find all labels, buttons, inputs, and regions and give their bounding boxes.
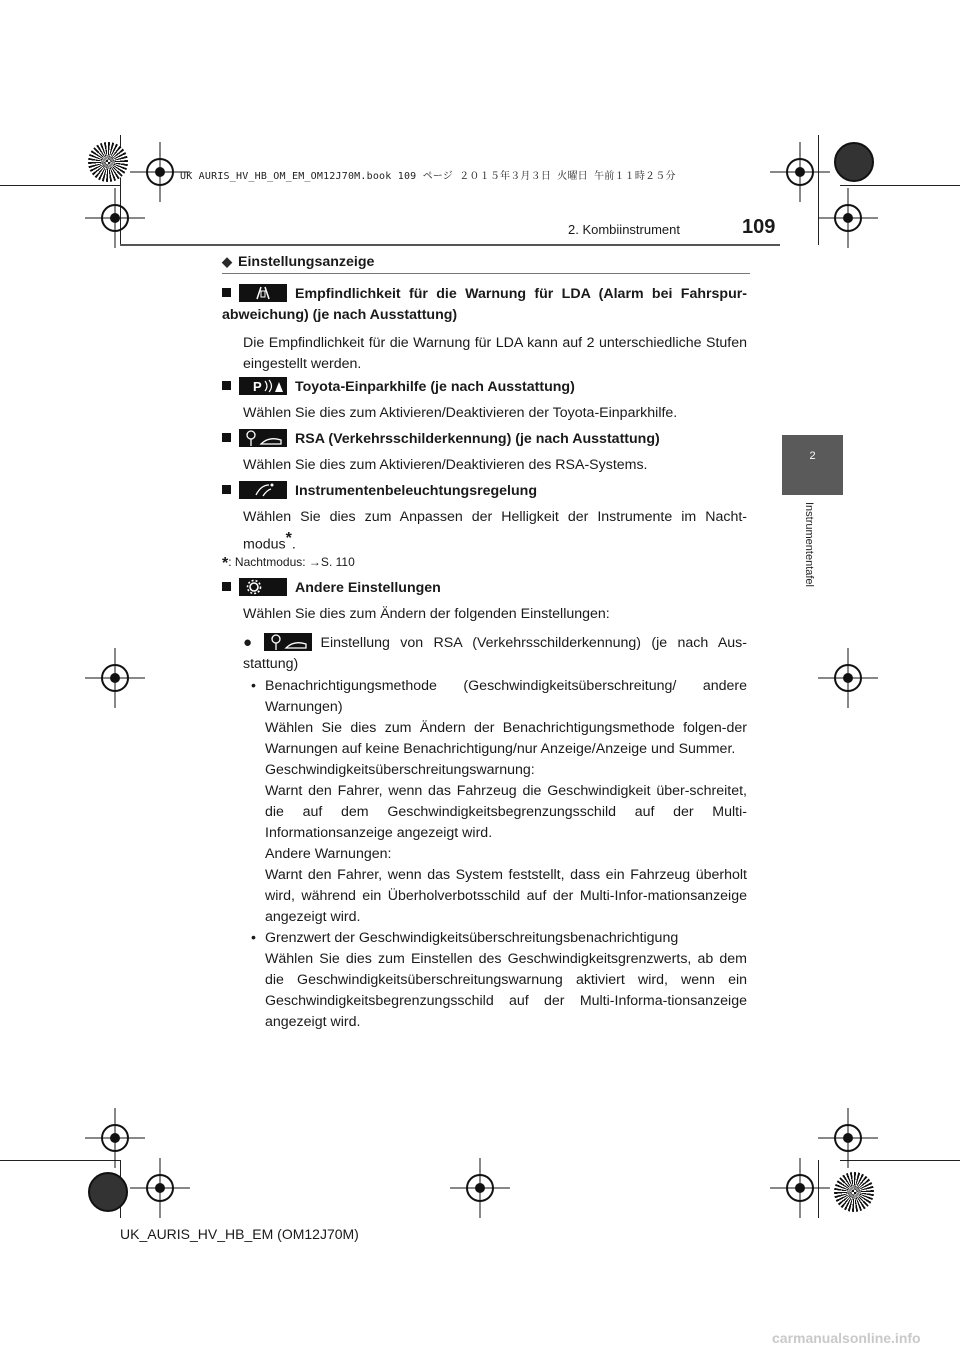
illumination-icon: [239, 481, 287, 499]
sentence-end: .: [291, 536, 296, 553]
rsa-setting: [243, 632, 747, 1033]
road-sign-assist-icon: [264, 633, 312, 651]
setting-item-title: Andere Einstellungen: [295, 580, 441, 596]
file-header: UK AURIS_HV_HB_OM_EM_OM12J70M.book 109 ページ ２０１５年３月３日 火曜日 午前１１時２５分: [180, 171, 676, 182]
parking-assist-icon: [239, 377, 287, 395]
setting-item: [222, 284, 747, 375]
chapter-tab-number: 2: [809, 450, 816, 462]
registration-target: [450, 1158, 510, 1218]
list-item-text: Wählen Sie dies zum Einstellen des Geschwindigkeitsgrenzwerts, ab dem die Geschwindigkeitsüberschreitungswarnung aktiviert wird, wenn ein Geschwindigkeitsbegrenzungsschild auf der Multi-Informa-tionsanzeige angezeigt wird.: [265, 951, 747, 1030]
setting-item-description: Wählen Sie dies zum Ändern der folgenden Einstellungen:: [243, 606, 610, 622]
footnote-text: : Nachtmodus: →S. 110: [228, 555, 355, 569]
list-item-title: Grenzwert der Geschwindigkeitsüberschreitungsbenachrichtigung: [265, 930, 679, 946]
registration-target: [130, 1158, 190, 1218]
color-rosette: [88, 1172, 128, 1212]
square-bullet-icon: [222, 381, 231, 390]
list-item-text: Wählen Sie dies zum Ändern der Benachrichtigungsmethode folgen-der Warnungen auf keine Benachrichtigung/nur Anzeige/Anzeige und Summer.: [265, 720, 747, 757]
chapter-title: 2. Kombiinstrument: [568, 222, 680, 237]
list-item-text: Geschwindigkeitsüberschreitungswarnung:: [265, 762, 535, 778]
square-bullet-icon: [222, 582, 231, 591]
setting-item-heading: [222, 578, 747, 599]
square-bullet-icon: [222, 485, 231, 494]
setting-item-title: Toyota-Einparkhilfe (je nach Ausstattung): [295, 379, 575, 395]
setting-item-title: RSA (Verkehrsschilderkennung) (je nach Ausstattung): [295, 431, 660, 447]
registration-target: [818, 188, 878, 248]
section-heading: [222, 254, 750, 274]
square-bullet-icon: [222, 288, 231, 297]
setting-item-title: Empfindlichkeit für die Warnung für LDA (Alarm bei Fahrspur-abweichung) (je nach Ausstattung): [222, 286, 747, 323]
chapter-tab-label: Instrumententafel: [803, 502, 815, 587]
setting-item-heading: [222, 429, 747, 450]
crop-line: [840, 185, 960, 186]
footnote-asterisk: *: [285, 530, 292, 547]
bullet-mark: •: [251, 678, 256, 694]
square-bullet-icon: [222, 433, 231, 442]
footnote: [222, 555, 355, 573]
section-title: Einstellungsanzeige: [238, 254, 375, 270]
page-number: 109: [742, 216, 776, 238]
list-item: [243, 676, 747, 928]
setting-item: [222, 429, 747, 476]
setting-item-description-text: Wählen Sie dies zum Anpassen der Helligkeit der Instrumente im Nacht-modus: [243, 509, 747, 553]
setting-item: [222, 481, 747, 556]
list-item-text: Andere Warnungen:: [265, 846, 392, 862]
list-item: [243, 928, 747, 1033]
setting-item-description: [243, 507, 747, 556]
list-item-text: Warnt den Fahrer, wenn das Fahrzeug die Geschwindigkeit über-schreitet, die auf dem Geschwindigkeitsbegrenzungsschild auf der Multi-Informationsanzeige angezeigt wird.: [265, 783, 747, 841]
color-rosette: [88, 142, 128, 182]
setting-item-description: Wählen Sie dies zum Aktivieren/Deaktivieren der Toyota-Einparkhilfe.: [243, 405, 678, 421]
setting-item-heading: [222, 377, 747, 398]
registration-target: [85, 188, 145, 248]
setting-item-title: Instrumentenbeleuchtungsregelung: [295, 483, 537, 499]
setting-item-description: Die Empfindlichkeit für die Warnung für LDA kann auf 2 unterschiedliche Stufen eingestellt werden.: [243, 335, 747, 372]
registration-target: [770, 1158, 830, 1218]
registration-target: [85, 648, 145, 708]
document-footer: UK_AURIS_HV_HB_EM (OM12J70M): [120, 1226, 359, 1242]
color-rosette: [834, 142, 874, 182]
gear-icon: [239, 578, 287, 596]
setting-item-heading: [222, 284, 747, 326]
setting-item-description: Wählen Sie dies zum Aktivieren/Deaktivieren des RSA-Systems.: [243, 457, 648, 473]
chapter-tab: [782, 435, 843, 495]
road-sign-assist-icon: [239, 429, 287, 447]
setting-item-heading: [222, 481, 747, 502]
svg-text:P: P: [253, 379, 262, 394]
setting-item: [222, 578, 747, 625]
rsa-setting-title: Einstellung von RSA (Verkehrsschilderkennung) (je nach Aus-stattung): [243, 635, 748, 672]
dot-bullet: ●: [243, 634, 259, 651]
list-item-text: Warnt den Fahrer, wenn das System feststellt, dass ein Fahrzeug überholt wird, während ein Überholverbotsschild auf der Multi-Infor-mationsanzeige angezeigt wird.: [265, 867, 747, 925]
footnote-marker: *: [222, 555, 229, 572]
color-rosette: [834, 1172, 874, 1212]
list-item-title: Benachrichtigungsmethode (Geschwindigkeitsüberschreitung/ andere Warnungen): [265, 678, 747, 715]
setting-item: [222, 377, 747, 424]
header-rule: [120, 244, 780, 246]
watermark: carmanualsonline.info: [772, 1330, 921, 1346]
registration-target: [818, 648, 878, 708]
lane-departure-icon: [239, 284, 287, 302]
diamond-marker: ◆: [222, 254, 232, 269]
rsa-setting-heading: [243, 632, 747, 675]
crop-line: [0, 185, 120, 186]
bullet-mark: •: [251, 930, 256, 946]
